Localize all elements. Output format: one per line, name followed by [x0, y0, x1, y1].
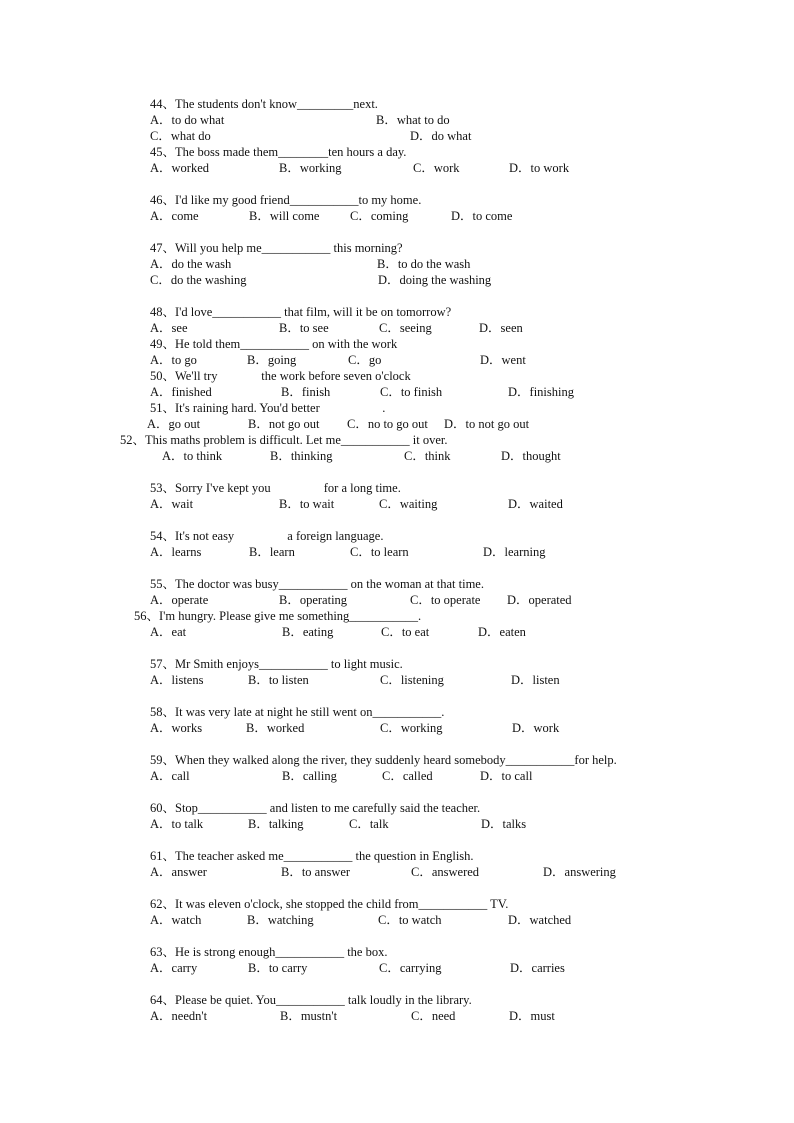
option-a: A．to talk: [150, 817, 204, 831]
option-b: B．thinking: [270, 449, 333, 463]
option-b: B．mustn't: [280, 1009, 338, 1023]
option-d: D．finishing: [508, 385, 574, 399]
option-b: B．finish: [281, 385, 331, 399]
option-a: A．to think: [162, 449, 223, 463]
option-c: C．seeing: [379, 321, 432, 335]
option-b: B．calling: [282, 769, 337, 783]
question-64-options: [150, 1009, 750, 1084]
option-b: B．to see: [279, 321, 329, 335]
option-a: A．needn't: [150, 1009, 208, 1023]
option-a: A．wait: [150, 497, 194, 511]
option-b: B．will come: [249, 209, 320, 223]
option-b: B．operating: [279, 593, 348, 607]
option-c: C．coming: [350, 209, 409, 223]
option-c: C．what do: [150, 129, 211, 143]
question-61-stem: 61、The teacher asked me___________ the question in English.: [150, 849, 474, 863]
option-a: A．go out: [147, 417, 201, 431]
option-a: A．operate: [150, 593, 209, 607]
question-54-stem: 54、It's not easy a foreign language.: [150, 529, 384, 543]
question-45-stem: 45、The boss made them________ten hours a day.: [150, 145, 407, 159]
option-a: A．answer: [150, 865, 207, 879]
option-d: D．do what: [410, 129, 472, 143]
option-b: B．going: [247, 353, 297, 367]
option-d: D．learning: [483, 545, 546, 559]
option-d: D．seen: [479, 321, 523, 335]
option-d: D．listen: [511, 673, 560, 687]
question-58-stem: 58、It was very late at night he still went on___________.: [150, 705, 445, 719]
option-d: D．must: [509, 1009, 555, 1023]
option-c: C．think: [404, 449, 451, 463]
option-a: A．listens: [150, 673, 204, 687]
option-d: D．watched: [508, 913, 572, 927]
option-d: D．to come: [451, 209, 513, 223]
option-c: C．do the washing: [150, 273, 247, 287]
option-a: A．works: [150, 721, 203, 735]
question-50-stem: 50、We'll try the work before seven o'clock: [150, 369, 411, 383]
option-a: A．come: [150, 209, 199, 223]
question-52-stem: 52、This maths problem is difficult. Let me___________ it over.: [120, 433, 448, 447]
option-a: A．worked: [150, 161, 210, 175]
option-b: B．to carry: [248, 961, 308, 975]
option-c: C．answered: [411, 865, 480, 879]
question-53-stem: 53、Sorry I've kept you for a long time.: [150, 481, 401, 495]
question-56-stem: 56、I'm hungry. Please give me something___________.: [134, 609, 422, 623]
option-c: C．work: [413, 161, 460, 175]
option-d: D．waited: [508, 497, 563, 511]
question-48-stem: 48、I'd love___________ that film, will it be on tomorrow?: [150, 305, 452, 319]
option-b: B．working: [279, 161, 342, 175]
option-b: B．to do the wash: [377, 257, 471, 271]
option-d: D．went: [480, 353, 526, 367]
question-47-stem: 47、Will you help me___________ this morning?: [150, 241, 403, 255]
question-46-stem: 46、I'd like my good friend___________to my home.: [150, 193, 422, 207]
option-a: A．see: [150, 321, 188, 335]
option-c: C．to learn: [350, 545, 409, 559]
option-d: D．to work: [509, 161, 570, 175]
option-c: C．waiting: [379, 497, 438, 511]
option-b: B．to listen: [248, 673, 309, 687]
option-a: A．call: [150, 769, 190, 783]
option-c: C．working: [380, 721, 443, 735]
option-c: C．need: [411, 1009, 456, 1023]
option-c: C．to eat: [381, 625, 430, 639]
option-d: D．operated: [507, 593, 572, 607]
option-a: A．eat: [150, 625, 187, 639]
option-c: C．listening: [380, 673, 444, 687]
option-d: D．doing the washing: [378, 273, 492, 287]
option-d: D．to call: [480, 769, 533, 783]
question-64-stem: 64、Please be quiet. You___________ talk loudly in the library.: [150, 993, 472, 1007]
option-c: C．talk: [349, 817, 389, 831]
option-c: C．to operate: [410, 593, 481, 607]
question-59-stem: 59、When they walked along the river, they suddenly heard somebody___________for help.: [150, 753, 617, 767]
option-a: A．do the wash: [150, 257, 232, 271]
option-d: D．eaten: [478, 625, 526, 639]
option-b: B．learn: [249, 545, 295, 559]
option-c: C．no to go out: [347, 417, 428, 431]
option-b: B．watching: [247, 913, 314, 927]
option-d: D．carries: [510, 961, 565, 975]
question-49-stem: 49、He told them___________ on with the work: [150, 337, 398, 351]
question-63-stem: 63、He is strong enough___________ the box.: [150, 945, 388, 959]
question-60-stem: 60、Stop___________ and listen to me carefully said the teacher.: [150, 801, 481, 815]
option-d: D．answering: [543, 865, 616, 879]
option-b: B．worked: [246, 721, 305, 735]
option-d: D．work: [512, 721, 560, 735]
option-a: A．carry: [150, 961, 198, 975]
question-62-stem: 62、It was eleven o'clock, she stopped the child from___________ TV.: [150, 897, 509, 911]
option-b: B．to wait: [279, 497, 335, 511]
option-d: D．talks: [481, 817, 527, 831]
option-d: D．thought: [501, 449, 561, 463]
question-55-stem: 55、The doctor was busy___________ on the woman at that time.: [150, 577, 484, 591]
option-b: B．not go out: [248, 417, 320, 431]
option-c: C．to finish: [380, 385, 443, 399]
question-57-stem: 57、Mr Smith enjoys___________ to light music.: [150, 657, 403, 671]
option-c: C．to watch: [378, 913, 442, 927]
option-c: C．go: [348, 353, 382, 367]
question-51-stem: 51、It's raining hard. You'd better .: [150, 401, 386, 415]
question-44-stem: 44、The students don't know_________next.: [150, 97, 378, 111]
option-a: A．to go: [150, 353, 197, 367]
option-b: B．eating: [282, 625, 334, 639]
option-b: B．what to do: [376, 113, 450, 127]
option-a: A．to do what: [150, 113, 225, 127]
option-c: C．called: [382, 769, 433, 783]
option-b: B．to answer: [281, 865, 351, 879]
option-a: A．finished: [150, 385, 212, 399]
option-c: C．carrying: [379, 961, 442, 975]
option-d: D．to not go out: [444, 417, 530, 431]
option-a: A．watch: [150, 913, 202, 927]
option-a: A．learns: [150, 545, 202, 559]
option-b: B．talking: [248, 817, 304, 831]
